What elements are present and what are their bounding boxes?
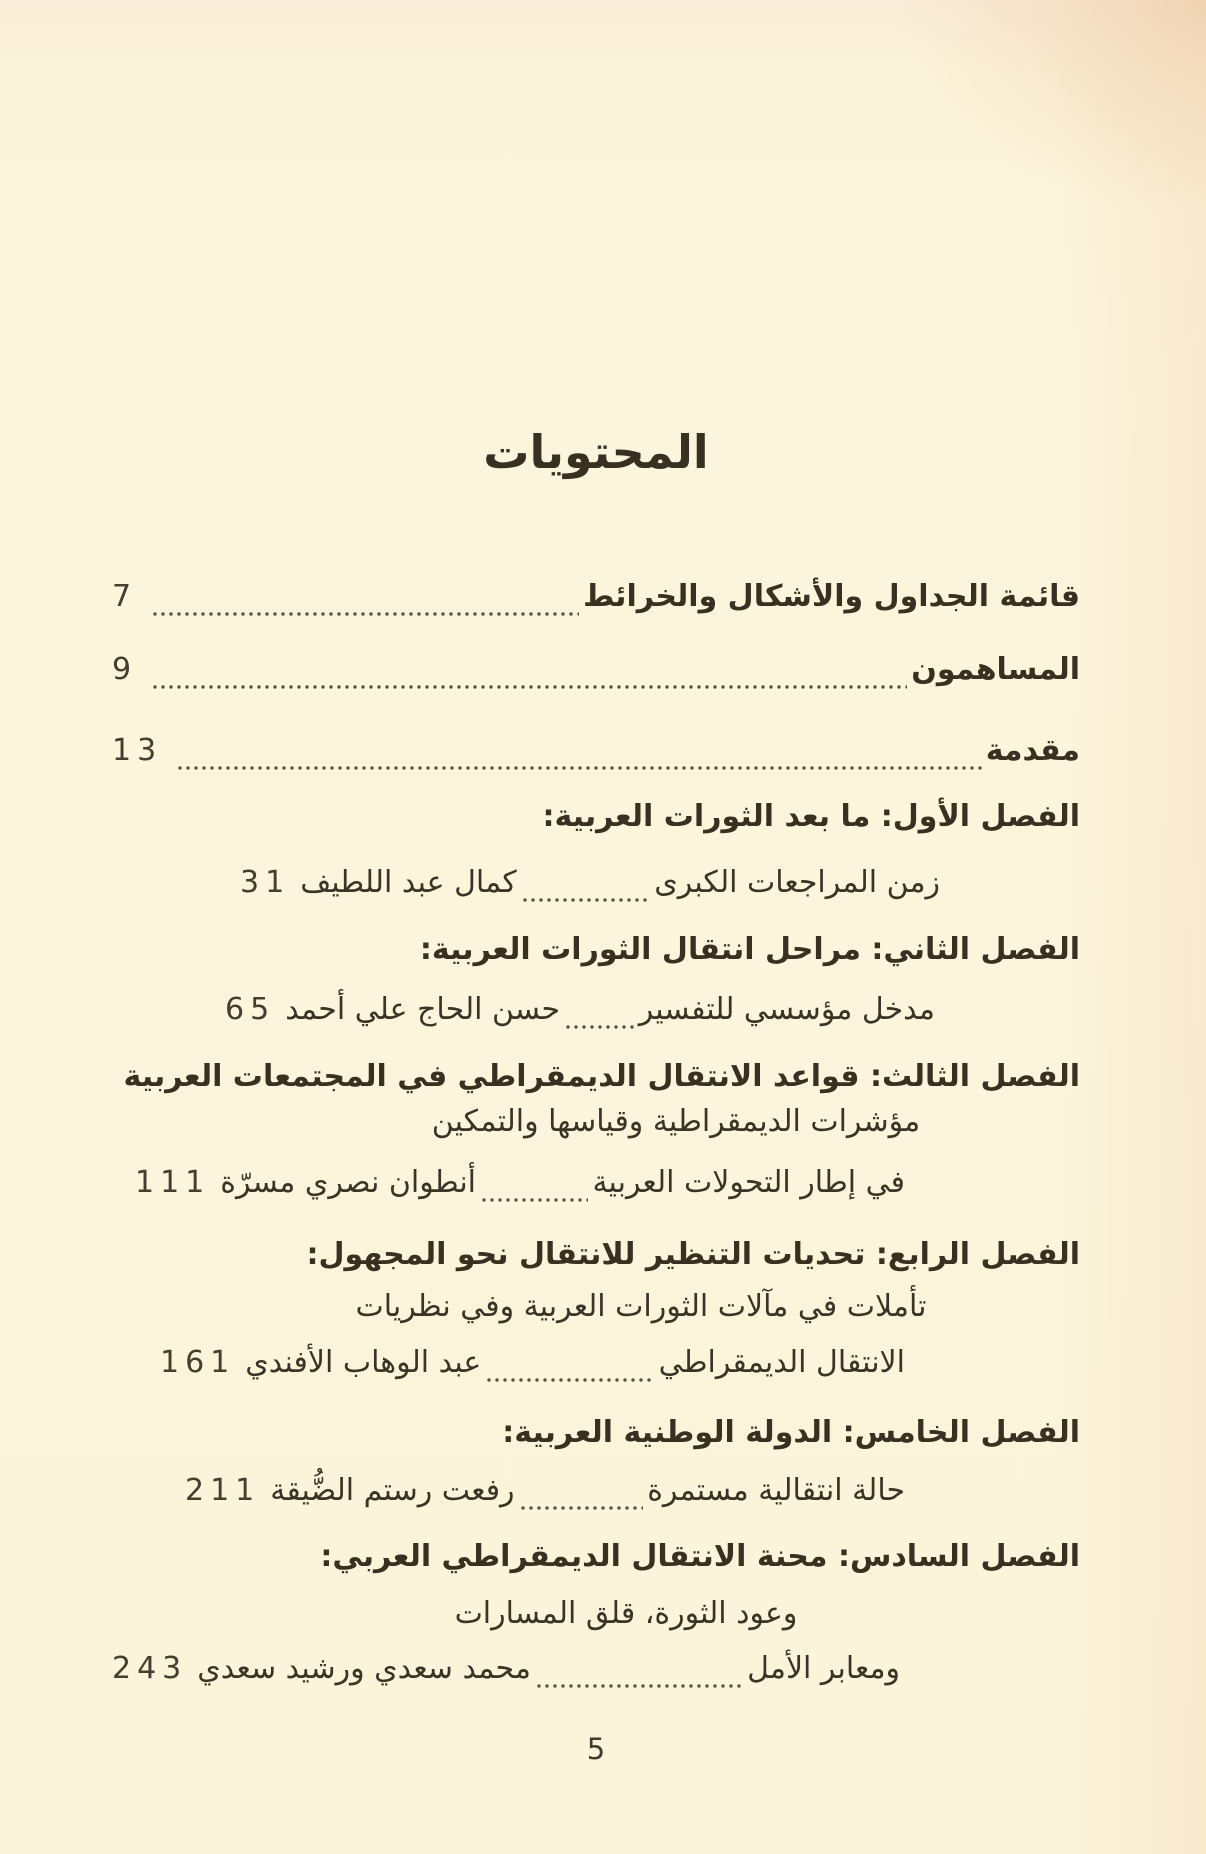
chapter-heading-text: الفصل الرابع: تحديات التنظير للانتقال نحو المجهول: xyxy=(306,1237,1080,1272)
table-of-contents xyxy=(112,576,1080,1690)
toc-entry-author: حسن الحاج علي أحمد xyxy=(285,992,561,1027)
chapter-heading-text: الفصل السادس: محنة الانتقال الديمقراطي العربي: xyxy=(320,1539,1080,1574)
dot-leader xyxy=(564,1019,635,1031)
toc-entry-title: ومعابر الأمل xyxy=(747,1651,900,1686)
dot-leader xyxy=(151,679,907,691)
chapter-4-entry xyxy=(112,1342,1080,1384)
chapter-6-subtitle xyxy=(112,1593,1080,1635)
chapter-heading-text: الفصل الأول: ما بعد الثورات العربية: xyxy=(542,799,1080,834)
toc-entry-author: عبد الوهاب الأفندي xyxy=(245,1345,482,1380)
chapter-3-heading xyxy=(112,1056,1080,1098)
toc-entry-title: المساهمون xyxy=(911,652,1080,687)
chapter-1-heading xyxy=(112,796,1080,838)
toc-entry-page: 65 xyxy=(225,992,276,1027)
chapter-subtitle-text: وعود الثورة، قلق المسارات xyxy=(454,1596,798,1631)
chapter-6-entry xyxy=(112,1648,1080,1690)
dot-leader xyxy=(521,892,651,904)
toc-entry-page: 31 xyxy=(240,865,291,900)
toc-entry-author: أنطوان نصري مسرّة xyxy=(220,1165,476,1200)
chapter-5-entry xyxy=(112,1470,1080,1512)
toc-entry-title: حالة انتقالية مستمرة xyxy=(647,1473,905,1508)
chapter-3-subtitle xyxy=(112,1101,1080,1143)
dot-leader xyxy=(535,1678,743,1690)
toc-entry-title: زمن المراجعات الكبرى xyxy=(654,865,940,900)
toc-entry-page: 161 xyxy=(160,1345,236,1380)
toc-entry-title: مقدمة xyxy=(985,733,1080,768)
toc-entry-introduction xyxy=(112,730,1080,772)
toc-entry-page: 211 xyxy=(185,1473,261,1508)
dot-leader xyxy=(485,1372,654,1384)
toc-entry-title: مدخل مؤسسي للتفسير xyxy=(638,992,935,1027)
page-number: 5 xyxy=(586,1732,606,1766)
toc-entry-author: كمال عبد اللطيف xyxy=(300,865,517,900)
dot-leader xyxy=(151,606,579,618)
chapter-subtitle-text: تأملات في مآلات الثورات العربية وفي نظريات xyxy=(355,1289,927,1324)
chapter-1-entry xyxy=(112,862,1080,904)
toc-entry-author: رفعت رستم الضُّيقة xyxy=(270,1473,515,1508)
chapter-3-entry xyxy=(112,1162,1080,1204)
page-title: المحتويات xyxy=(483,425,709,479)
toc-entry-contributors xyxy=(112,649,1080,691)
toc-entry-title: الانتقال الديمقراطي xyxy=(658,1345,905,1380)
dot-leader xyxy=(176,760,982,772)
chapter-heading-text: الفصل الثالث: قواعد الانتقال الديمقراطي في المجتمعات العربية xyxy=(123,1059,1080,1094)
toc-entry-title: قائمة الجداول والأشكال والخرائط xyxy=(583,579,1080,614)
dot-leader xyxy=(519,1500,644,1512)
toc-entry-title: في إطار التحولات العربية xyxy=(592,1165,905,1200)
chapter-2-entry xyxy=(112,989,1080,1031)
dot-leader xyxy=(480,1192,588,1204)
toc-entry-page: 9 xyxy=(112,652,138,687)
toc-entry-author: محمد سعدي ورشيد سعدي xyxy=(197,1651,531,1686)
toc-entry-page: 243 xyxy=(112,1651,188,1686)
toc-entry-page: 13 xyxy=(112,733,163,768)
toc-entry-page: 111 xyxy=(135,1165,211,1200)
chapter-4-heading xyxy=(112,1234,1080,1276)
chapter-5-heading xyxy=(112,1412,1080,1454)
chapter-2-heading xyxy=(112,929,1080,971)
chapter-4-subtitle xyxy=(112,1286,1080,1328)
chapter-subtitle-text: مؤشرات الديمقراطية وقياسها والتمكين xyxy=(431,1104,921,1139)
toc-entry-page: 7 xyxy=(112,579,138,614)
chapter-6-heading xyxy=(112,1536,1080,1578)
toc-entry-tables-list xyxy=(112,576,1080,618)
chapter-heading-text: الفصل الثاني: مراحل انتقال الثورات العربية: xyxy=(419,932,1080,967)
chapter-heading-text: الفصل الخامس: الدولة الوطنية العربية: xyxy=(502,1415,1080,1450)
